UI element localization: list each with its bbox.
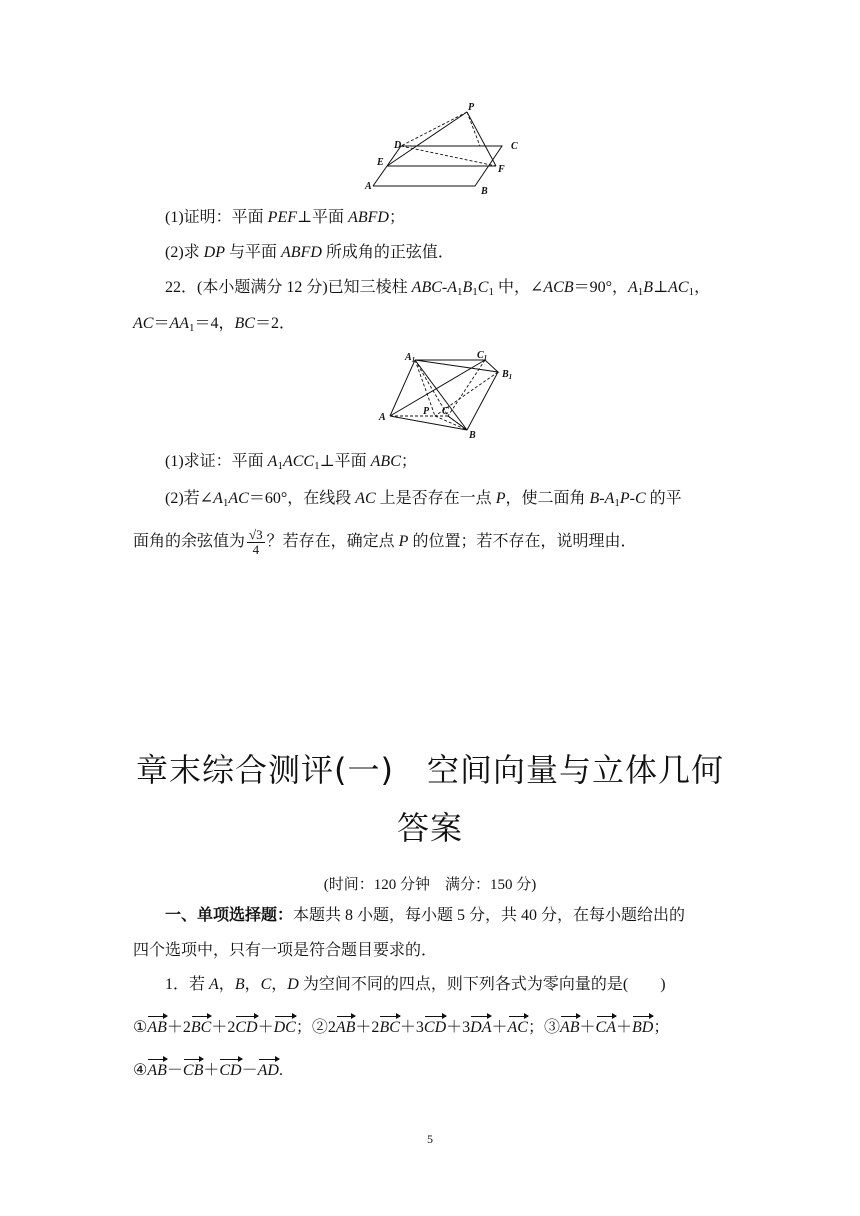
label-c1: $C_1$ <box>477 350 488 362</box>
label-c: C <box>511 141 518 152</box>
q22-part2-line1 <box>165 488 682 510</box>
var: P <box>398 533 409 550</box>
var: A <box>267 453 278 470</box>
text: (2)求 <box>165 244 204 261</box>
answer-title-line2: 答案 <box>396 809 463 847</box>
label-a: A <box>365 181 372 192</box>
var: AC <box>355 490 376 507</box>
q1-stem <box>165 974 666 996</box>
section1-line1 <box>165 905 685 927</box>
var: AA <box>169 315 190 332</box>
subscript: 1 <box>222 497 229 509</box>
text: ＋ <box>579 1019 596 1036</box>
text: ＋ <box>615 1019 632 1036</box>
figure-q21 <box>350 100 540 198</box>
subscript: 1 <box>314 460 320 472</box>
fraction <box>247 528 265 557</box>
label-e: E <box>377 157 384 168</box>
vector: AC <box>508 1017 528 1039</box>
text: － <box>166 1062 183 1079</box>
text: ； <box>653 1019 670 1036</box>
text: . <box>278 1062 283 1079</box>
label-d: D <box>394 140 402 151</box>
q22-part2-line2 <box>133 527 636 557</box>
subscript: 1 <box>614 497 620 509</box>
subscript: 1 <box>637 286 644 298</box>
text: 中，∠ <box>493 279 544 296</box>
text: ＋ <box>203 1062 220 1079</box>
q21-part1 <box>165 207 405 229</box>
subscript: 1 <box>488 286 494 298</box>
var: D <box>287 976 299 993</box>
var: B <box>234 976 245 993</box>
var: P-C <box>619 490 646 507</box>
time-info: (时间：120 分钟 满分：150 分) <box>323 877 537 893</box>
text: (1)证明：平面 <box>165 209 268 226</box>
text: 面角的余弦值为 <box>133 533 246 550</box>
var: B <box>643 279 654 296</box>
label-a1: $A_1$ <box>405 352 416 364</box>
var: BC <box>234 315 255 332</box>
vector: CA <box>596 1017 616 1039</box>
answer-title-line1: 章末综合测评(一) 空间向量与立体几何 <box>136 751 724 789</box>
text: 上是否存在一点 <box>375 490 496 507</box>
var: AC <box>133 315 154 332</box>
text: ， <box>694 279 711 296</box>
subscript: 1 <box>457 286 463 298</box>
text: ④ <box>133 1062 148 1079</box>
var: AC <box>668 279 689 296</box>
var: ABFD <box>281 244 322 261</box>
vector: BD <box>632 1017 653 1039</box>
text: ＋ <box>257 1019 274 1036</box>
section1-line2 <box>133 940 437 962</box>
vector: CD <box>424 1017 446 1039</box>
text: 1．若 <box>165 976 210 993</box>
q1-options-line1 <box>133 1017 669 1039</box>
var: ABC <box>370 453 401 470</box>
q22-intro-line2 <box>133 313 295 335</box>
text: 与平面 <box>225 244 282 261</box>
vector: BC <box>379 1017 399 1039</box>
vector: AD <box>258 1060 279 1082</box>
vector: AB <box>336 1017 356 1039</box>
text: ＋2 <box>355 1019 380 1036</box>
vector: CD <box>219 1060 241 1082</box>
vector: CB <box>183 1060 203 1082</box>
text: 本题共 8 小题，每小题 5 分，共 40 分，在每小题给出的 <box>293 907 686 924</box>
text: ，使二面角 <box>505 490 590 507</box>
vector: DA <box>470 1017 491 1039</box>
text: ， <box>218 976 235 993</box>
text: ？若存在，确定点 <box>266 533 399 550</box>
var: ABC-A <box>411 279 457 296</box>
text: ① <box>133 1019 148 1036</box>
denominator: 4 <box>252 541 260 557</box>
var: A <box>628 279 638 296</box>
text: (1)求证：平面 <box>165 453 268 470</box>
label-p: P <box>423 406 430 417</box>
text: ＋ <box>491 1019 508 1036</box>
text: ； <box>400 453 417 470</box>
var: B-A <box>589 490 615 507</box>
q1-options-line2 <box>133 1060 283 1082</box>
text: ＋2 <box>211 1019 236 1036</box>
vector: DC <box>274 1017 296 1039</box>
var: B <box>462 279 473 296</box>
text: ⊥平面 <box>297 209 349 226</box>
page-number: 5 <box>427 1132 433 1146</box>
text: － <box>241 1062 258 1079</box>
text: ＋3 <box>399 1019 424 1036</box>
label-f: F <box>498 164 505 175</box>
label-b: B <box>469 430 476 441</box>
var: PEF <box>267 209 297 226</box>
text: 的平 <box>645 490 682 507</box>
subscript: 1 <box>472 286 478 298</box>
label-b1: $B_1$ <box>502 369 513 381</box>
text: ；③ <box>527 1019 560 1036</box>
text: ， <box>244 976 261 993</box>
figure-q22 <box>365 346 525 442</box>
text: ＋2 <box>166 1019 191 1036</box>
numerator: √3 <box>249 526 263 542</box>
vector: BC <box>191 1017 211 1039</box>
text: ， <box>271 976 288 993</box>
text: ＝4， <box>194 315 235 332</box>
text: ＋3 <box>446 1019 471 1036</box>
text: 22．(本小题满分 12 分)已知三棱柱 <box>165 279 412 296</box>
var: A <box>213 490 223 507</box>
text: 所成角的正弦值． <box>321 244 454 261</box>
var: AC <box>228 490 249 507</box>
text: 的位置；若不存在，说明理由． <box>408 533 637 550</box>
q21-part2 <box>165 242 454 264</box>
var: P <box>495 490 506 507</box>
var: ACC <box>282 453 315 470</box>
label-b: B <box>481 186 488 197</box>
vector: AB <box>147 1060 167 1082</box>
text: ＝60°，在线段 <box>248 490 356 507</box>
label-p: P <box>468 102 475 113</box>
subscript: 1 <box>277 460 283 472</box>
vector: AB <box>560 1017 580 1039</box>
text: ⊥ <box>653 279 669 296</box>
q22-intro-line1 <box>165 277 710 299</box>
q22-part1 <box>165 451 417 473</box>
vector: CD <box>235 1017 257 1039</box>
label-c: C <box>442 406 449 417</box>
text: (2)若∠ <box>165 490 214 507</box>
var: C <box>260 976 272 993</box>
label-a: A <box>379 412 386 423</box>
text: ＝ <box>153 315 170 332</box>
text: ＝90°， <box>573 279 628 296</box>
section-heading: 一、单项选择题： <box>165 907 294 924</box>
subscript: 1 <box>688 286 695 298</box>
text: ；②2 <box>295 1019 336 1036</box>
subscript: 1 <box>189 322 195 334</box>
var: C <box>477 279 489 296</box>
text: ； <box>388 209 405 226</box>
var: ABFD <box>348 209 389 226</box>
text: 四个选项中，只有一项是符合题目要求的． <box>133 942 438 959</box>
var: ACB <box>543 279 574 296</box>
text: 为空间不同的四点，则下列各式为零向量的是( ) <box>298 976 666 993</box>
var: A <box>209 976 219 993</box>
text: ⊥平面 <box>319 453 371 470</box>
var: DP <box>203 244 225 261</box>
text: ＝2． <box>254 315 295 332</box>
vector: AB <box>147 1017 167 1039</box>
